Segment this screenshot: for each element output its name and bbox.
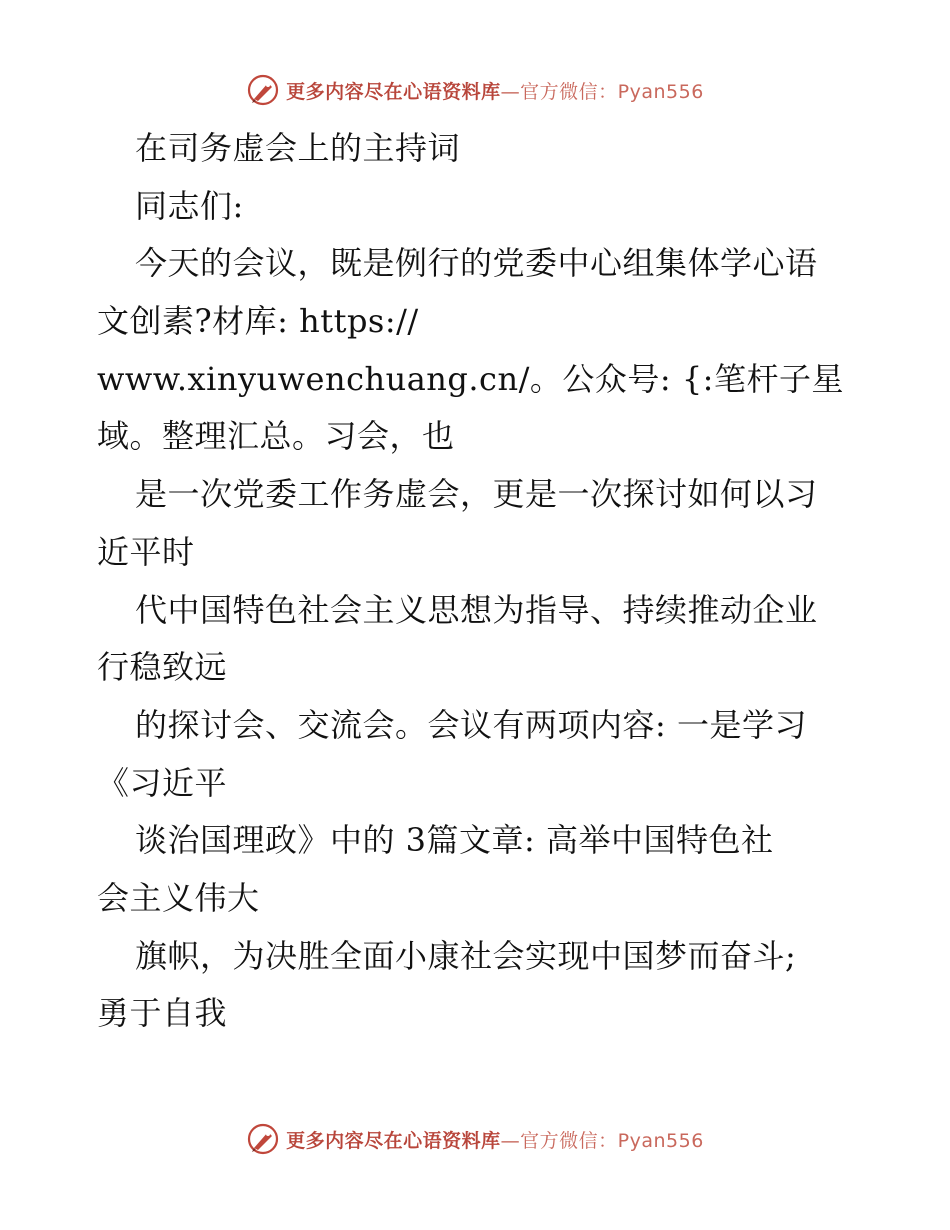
document-title: 在司务虚会上的主持词 <box>135 129 461 167</box>
header-banner-text <box>286 77 704 104</box>
paragraph-line: 旗帜，为决胜全面小康社会实现中国梦而奋斗; <box>135 937 797 975</box>
paragraph-line: 勇于自我 <box>97 994 228 1032</box>
header-wechat-text: 官方微信：Pyan556 <box>520 80 704 103</box>
header-brand-text: 更多内容尽在心语资料库 <box>286 80 501 103</box>
paragraph-line: 文创素?材库: https:// <box>97 302 419 340</box>
header-separator: — <box>500 80 521 103</box>
footer-brand-text: 更多内容尽在心语资料库 <box>286 1129 501 1152</box>
footer-separator: — <box>500 1129 521 1152</box>
footer-banner-text <box>286 1126 704 1153</box>
paragraph-line: 代中国特色社会主义思想为指导、持续推动企业 <box>135 591 818 629</box>
footer-wechat-text: 官方微信：Pyan556 <box>520 1129 704 1152</box>
salutation: 同志们: <box>135 187 244 225</box>
paragraph-line: 今天的会议，既是例行的党委中心组集体学心语 <box>135 244 818 282</box>
paragraph-line: 域。整理汇总。习会，也 <box>97 417 455 455</box>
pen-logo-icon <box>246 1122 280 1156</box>
paragraph-line: 行稳致远 <box>97 648 228 686</box>
pen-logo-icon <box>246 73 280 107</box>
paragraph-line: 谈治国理政》中的 3篇文章: 高举中国特色社 <box>135 821 774 859</box>
paragraph-line: 近平时 <box>97 533 195 571</box>
footer-watermark-banner <box>0 1119 950 1159</box>
paragraph-line: 的探讨会、交流会。会议有两项内容: 一是学习 <box>135 706 807 744</box>
header-watermark-banner <box>0 70 950 110</box>
paragraph-line: 是一次党委工作务虚会，更是一次探讨如何以习 <box>135 475 818 513</box>
paragraph-line: 会主义伟大 <box>97 879 260 917</box>
paragraph-line: 《习近平 <box>97 764 228 802</box>
paragraph-line: www.xinyuwenchuang.cn/。公众号: {:笔杆子星 <box>97 360 844 398</box>
